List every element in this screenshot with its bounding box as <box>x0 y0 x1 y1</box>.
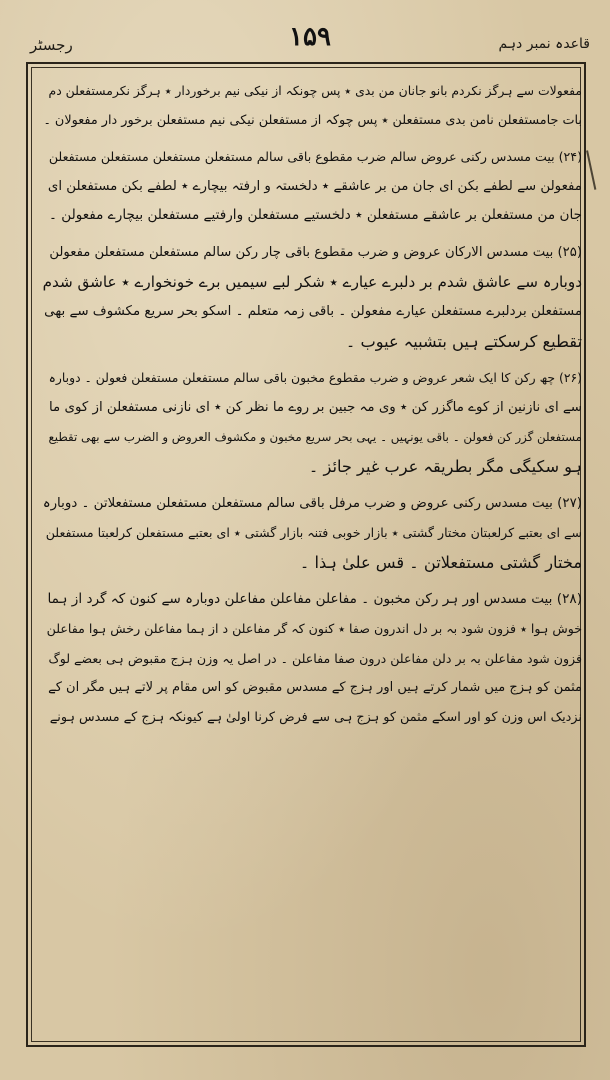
page-header <box>30 22 590 62</box>
page-number: ۱۵۹ <box>289 22 331 52</box>
margin-mark <box>586 146 610 190</box>
text-line: (۲۶) چھ رکن کا ایک شعر عروض و ضرب مقطوع مخبون باقی سالم مستفعلن مستفعلن فعولن ۔ دوبارہ <box>48 370 582 386</box>
header-register-label: رجسٹر <box>30 36 73 54</box>
text-line: مفعولن سے لطفے بکن ای جان من بر عاشقے ٭ دلخستہ و ارفتہ بیچارے ٭ لطفے بکن مستفعلن ای <box>47 178 582 194</box>
text-line: ہو سکیگی مگر بطریقہ عرب غیر جائز ۔ <box>308 457 582 477</box>
text-line: مختار گشتی مستفعلاتن ۔ قس علیٰ ہذا ۔ <box>299 552 582 572</box>
text-line: دوبارہ سے عاشق شدم بر دلبرے عیارے ٭ شکر لبے سیمیں برے خونخوارے ٭ عاشق شدم <box>42 272 582 291</box>
text-line: (۲۴) بیت مسدس رکنی عروض سالم ضرب مقطوع باقی سالم مستفعلن مستفعلن مستفعلن مستفعلن <box>48 149 582 165</box>
paragraph <box>42 585 582 733</box>
text-line: (۲۸) بیت مسدس اور ہر رکن مخبون ۔ مفاعلن مفاعلن مفاعلن دوبارہ سے کنون کہ گرد از ہما <box>47 590 582 607</box>
text-line: (۲۷) بیت مسدس رکنی عروض و ضرب مرفل باقی سالم مستفعلن مستفعلن مستفعلاتن ۔ دوبارہ <box>42 495 582 511</box>
header-chapter-title: قاعدہ نمبر دہم <box>498 36 590 52</box>
text-line: مفعولات سے ہرگز نکردم بانو جانان من بدی ٭ پس چونکہ از نیکی نیم برخوردار ٭ ہرگز نکرمستفعلن دم <box>48 83 582 98</box>
paragraph <box>42 489 582 578</box>
text-line: سے ای بعتبے کرلعبتان مختار گشتی ٭ بازار خوبی فتنہ بازار گشتی ٭ ای بعتبے مستفعلن کرلعبتا مستفعلن <box>45 525 582 541</box>
text-line: مستفعلن بردلبرے مستفعلن عیارے مفعولن ۔ باقی زمہ متعلم ۔ اسکو بحر سریع مکشوف سے بھی <box>44 304 582 320</box>
paragraph <box>42 142 582 231</box>
paragraph <box>42 76 582 135</box>
paragraph <box>42 238 582 356</box>
page-body-text <box>42 76 582 1036</box>
text-line: تقطیع کرسکتے ہیں بتشبیہ عیوب ۔ <box>345 331 582 351</box>
text-line: جان من مستفعلن بر عاشقے مستفعلن ٭ دلخستیے مستفعلن وارفتیے مستفعلن بیچارے مفعولن ۔ <box>48 207 582 224</box>
text-line: سے ای نازنین از کوے ماگزر کن ٭ وی مہ جبین بر روے ما نظر کن ٭ ای نازنی مستفعلن از کوی ما <box>48 399 582 415</box>
text-line: نزدیک اس وزن کو اور اسکے مثمن کو ہزج ہی سے فرض کرنا اولیٰ ہے کیونکہ ہزج کے مسدس ہونے <box>49 709 582 725</box>
text-line: خوش ہوا ٭ فزون شود بہ بر دل اندرون صفا ٭ کنون کہ گر مفاعلن د از ہما مفاعلن رخش ہوا مفاعلن <box>46 621 582 637</box>
text-line: بات جامستفعلن نامن بدی مستفعلن ٭ پس چوکہ از مستفعلن نیکی نیم مستفعلن برخور دار مفعولان ۔ <box>43 112 582 128</box>
paragraph <box>42 363 582 481</box>
text-line: مثمن کو ہزج میں شمار کرتے ہیں اور ہزج کے مسدس مقبوض کو اس مقام پر لاتے ہیں مگر ان کے <box>48 680 582 696</box>
text-line: (۲۵) بیت مسدس الارکان عروض و ضرب مقطوع باقی چار رکن سالم مستفعلن مستفعلن مفعولن <box>49 244 582 260</box>
text-line: مستفعلن گزر کن فعولن ۔ باقی یونہیں ۔ یہی بحر سریع مخبون و مکشوف العروض و الضرب سے بھی تقطیع <box>48 429 582 444</box>
text-line: فزون شود مفاعلن بہ بر دلن مفاعلن درون صفا مفاعلن ۔ در اصل یہ وزن ہزج مقبوض ہی بعضے لوگ <box>48 650 582 666</box>
